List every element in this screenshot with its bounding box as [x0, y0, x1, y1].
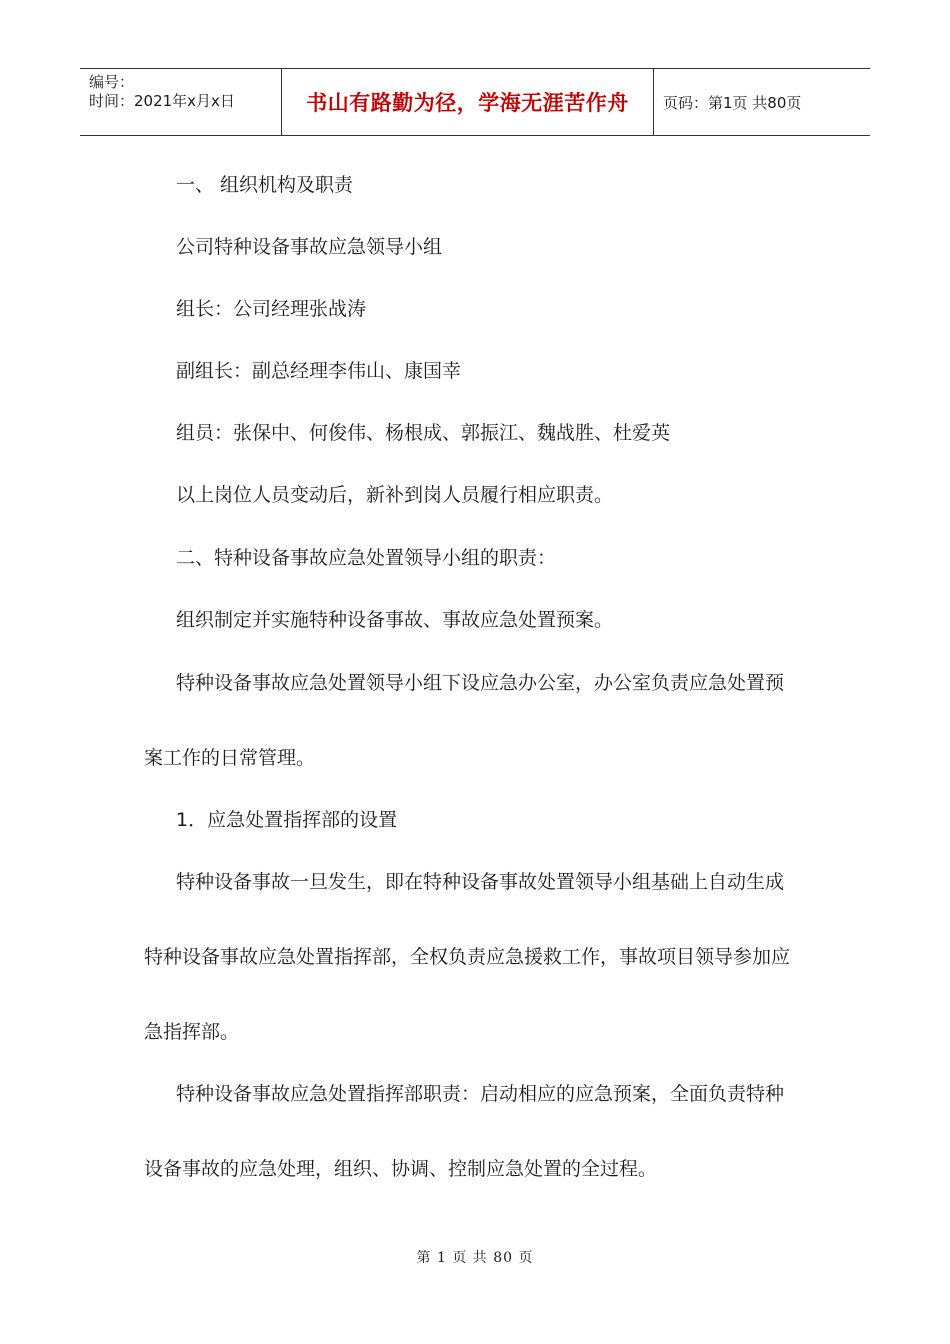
paragraph-office-line1: 特种设备事故应急处置领导小组下设应急办公室，办公室负责应急处置预: [176, 672, 785, 694]
paragraph-deputy-leader: 副组长：副总经理李伟山、康国幸: [176, 360, 462, 382]
header-page-info: 页码：第1页 共80页: [663, 93, 802, 112]
document-header: [80, 68, 870, 136]
paragraph-leadership-group: 公司特种设备事故应急领导小组: [176, 236, 443, 258]
doc-number-label: 编号：: [89, 73, 135, 91]
section-heading-duties: 二、特种设备事故应急处置领导小组的职责：: [176, 547, 557, 569]
doc-time-label: 时间：2021年x月x日: [89, 92, 235, 110]
paragraph-duty-plan: 组织制定并实施特种设备事故、事故应急处置预案。: [176, 609, 614, 631]
header-meta-cell: [80, 69, 281, 135]
paragraph-command-line1: 特种设备事故一旦发生，即在特种设备事故处置领导小组基础上自动生成: [176, 871, 785, 893]
paragraph-members: 组员：张保中、何俊伟、杨根成、郭振江、魏战胜、杜爱英: [176, 422, 671, 444]
paragraph-command-duties-line2: 设备事故的应急处理，组织、协调、控制应急处置的全过程。: [144, 1158, 658, 1180]
paragraph-command-line3: 急指挥部。: [144, 1021, 240, 1043]
section-heading-organization: 一、 组织机构及职责: [176, 174, 354, 196]
paragraph-group-leader: 组长：公司经理张战涛: [176, 298, 367, 320]
subheading-command-setup: 1．应急处置指挥部的设置: [176, 809, 398, 831]
paragraph-office-line2: 案工作的日常管理。: [144, 747, 316, 769]
paragraph-command-line2: 特种设备事故应急处置指挥部，全权负责应急援救工作，事故项目领导参加应: [144, 946, 791, 968]
header-motto: 书山有路勤为径，学海无涯苦作舟: [281, 69, 654, 135]
page-footer: 第 1 页 共 80 页: [416, 1250, 534, 1266]
paragraph-replacement: 以上岗位人员变动后，新补到岗人员履行相应职责。: [176, 484, 614, 506]
paragraph-command-duties-line1: 特种设备事故应急处置指挥部职责：启动相应的应急预案，全面负责特种: [176, 1083, 785, 1105]
